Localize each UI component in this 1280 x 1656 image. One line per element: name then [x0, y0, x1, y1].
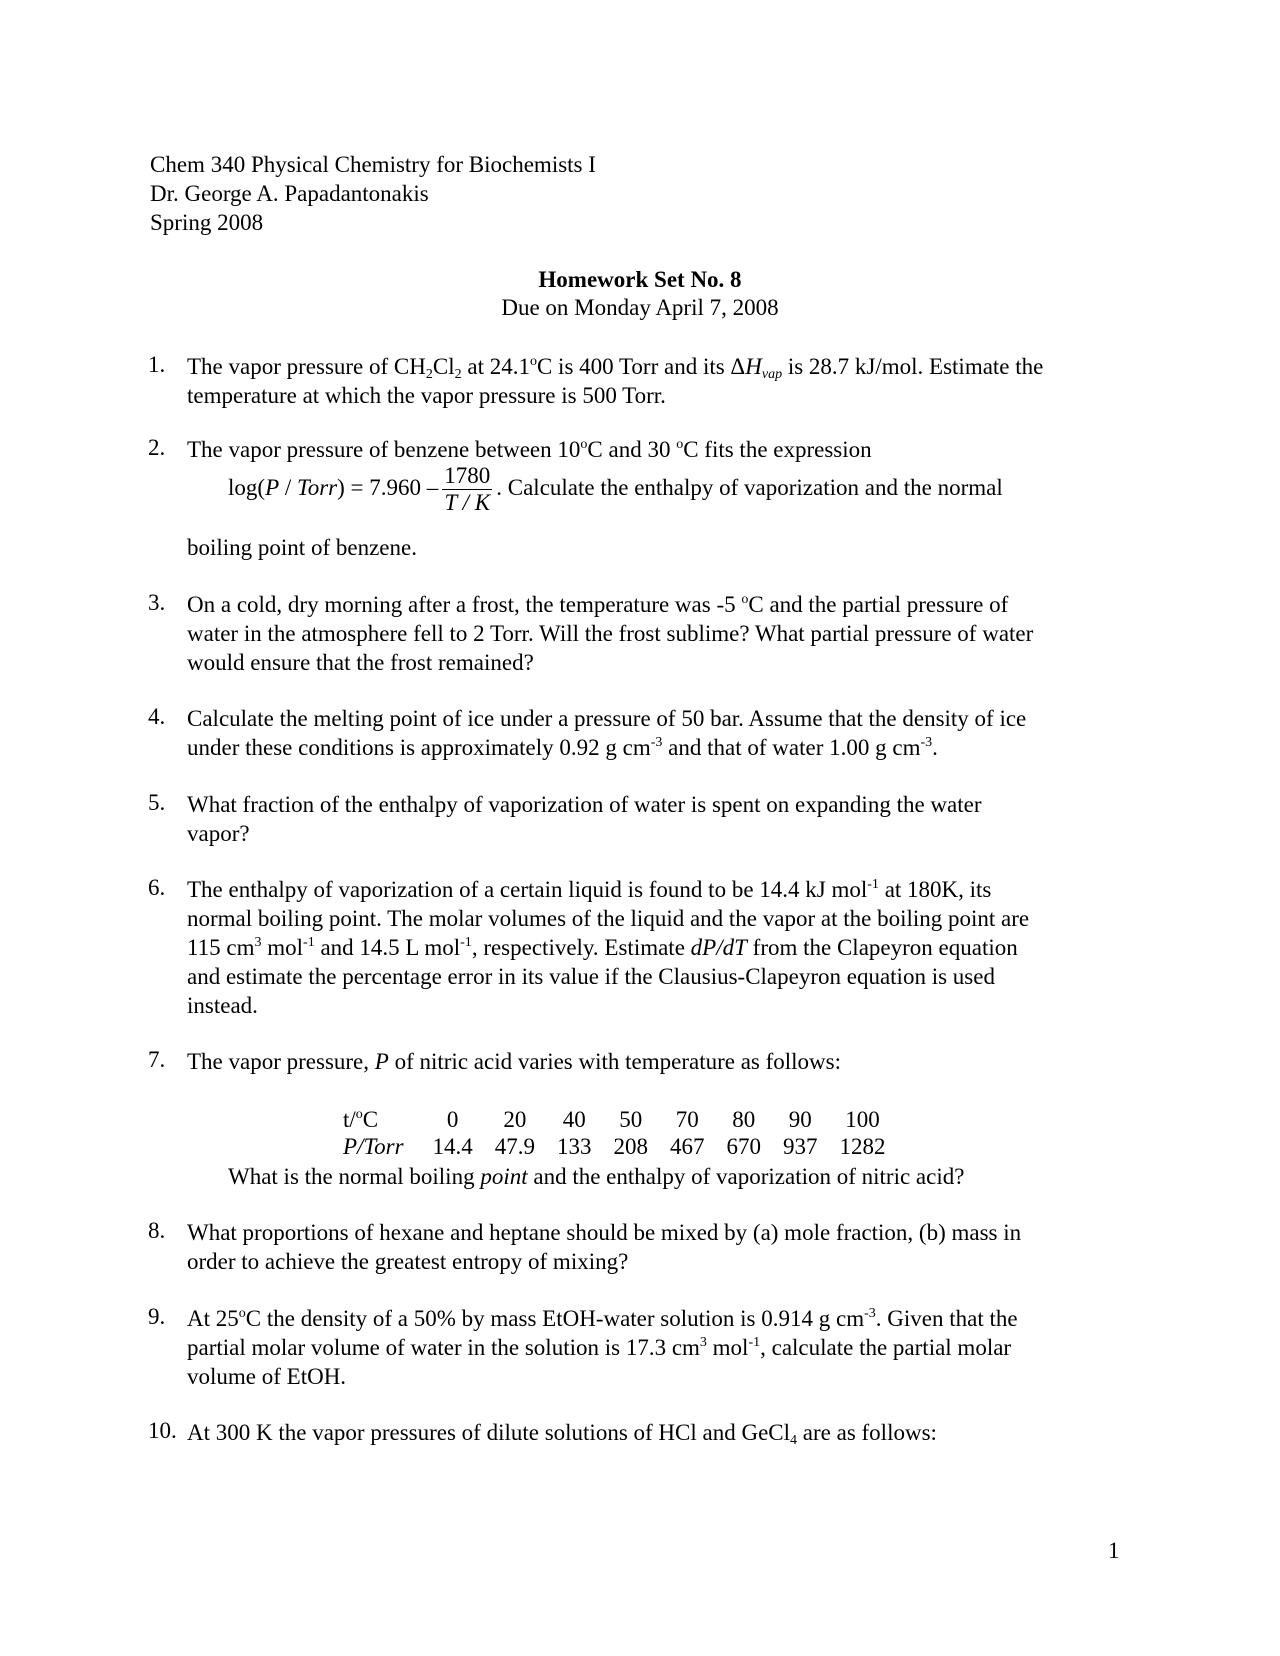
table-cell: 208 [613, 1134, 649, 1159]
problem-4: Calculate the melting point of ice under a pressure of 50 bar. Assume that the density of ice under these conditions is approximately 0.92 g $cm^{-3}$ and that of water 1.00 g $cm^{-3}$. [187, 706, 1027, 760]
term: Spring 2008 [150, 210, 264, 235]
problem-3: On a cold, dry morning after a frost, the temperature was -5 $^o$C and the partial pressure of water in the atmosphere fell to 2 Torr. Will the frost sublime? What partial pressure of water would ensure that the frost remained? [187, 592, 1034, 675]
problem-2-tail: boiling point of benzene. [187, 535, 417, 560]
table-cell: 70 [675, 1107, 699, 1132]
course-name: Chem 340 Physical Chemistry for Biochemists I [150, 152, 596, 177]
nitric-acid-table [343, 1106, 897, 1160]
problem-6-number: 6. [148, 875, 166, 900]
due-date: Due on Monday April 7, 2008 [501, 295, 779, 320]
table-cell: 1282 [839, 1134, 886, 1159]
problem-9-number: 9. [148, 1304, 166, 1329]
table-cell: 80 [732, 1107, 756, 1132]
pressure-row: P/Torr 14.4 47.9 133 208 467 670 937 1282 [343, 1133, 897, 1160]
fraction: $\frac{1780}{T / K}$ [444, 463, 491, 515]
problem-4-number: 4. [148, 704, 166, 729]
problem-5: What fraction of the enthalpy of vaporization of water is spent on expanding the water vapor? [187, 792, 982, 846]
temperature-row: t/$^o$C 0 20 40 50 70 80 90 100 [343, 1106, 897, 1133]
problem-2: The vapor pressure of benzene between 10$^o$C and 30 $^o$C fits the expression [187, 437, 872, 462]
problem-1-number: 1. [148, 352, 166, 377]
page-number: 1 [1108, 1538, 1120, 1563]
instructor-name: Dr. George A. Papadantonakis [150, 181, 429, 206]
table-cell: 133 [557, 1134, 592, 1159]
problem-1: The vapor pressure of $CH_2Cl_2$ at 24.1$^o$C is 400 Torr and its $\Delta H_{vap}$ is 28.7 kJ/mol. Estimate the temperature at which the vapor pressure is 500 Torr. [187, 354, 1044, 408]
problem-7-question: What is the normal boiling point and the enthalpy of vaporization of nitric acid? [228, 1164, 965, 1189]
problem-7-number: 7. [148, 1047, 166, 1072]
problem-3-number: 3. [148, 590, 166, 615]
problem-7: The vapor pressure, P of nitric acid varies with temperature as follows: [187, 1049, 842, 1074]
problem-5-number: 5. [148, 790, 166, 815]
table-cell: 20 [503, 1107, 527, 1132]
table-cell: 0 [446, 1107, 459, 1132]
problem-8: What proportions of hexane and heptane should be mixed by (a) mole fraction, (b) mass in order to achieve the greatest entropy of mixing? [187, 1220, 1022, 1274]
problem-8-number: 8. [148, 1218, 166, 1243]
table-cell: 47.9 [494, 1134, 536, 1159]
problem-2-number: 2. [148, 435, 166, 460]
problem-10: At 300 K the vapor pressures of dilute solutions of HCl and GeCl$_4$ are as follows: [187, 1420, 937, 1448]
table-cell: 14.4 [432, 1134, 473, 1159]
table-cell: 937 [783, 1134, 818, 1159]
problem-6: The enthalpy of vaporization of a certain liquid is found to be 14.4 kJ mol$^{-1}$ at 180K, its normal boiling point. The molar volumes of the liquid and the vapor at the boiling point are 115 $cm^3$ mol$^{-1}$ and 14.5 L mol$^{-1}$, respectively. Estimate dP/dT from the Clapeyron equation and estimate the percentage error in its value if the Clausius-Clapeyron equation is used instead. [187, 877, 1030, 1018]
table-cell: 40 [562, 1107, 586, 1132]
homework-title: Homework Set No. 8 [538, 267, 742, 292]
table-cell: 670 [726, 1134, 762, 1159]
table-cell: 90 [788, 1107, 812, 1132]
table-cell: 467 [670, 1134, 705, 1159]
problem-9: At 25$^o$C the density of a 50% by mass EtOH-water solution is 0.914 g $cm^{-3}$. Given that the partial molar volume of water in the solution is 17.3 $cm^3$ mol$^{-1}$, calculate the partial molar volume of EtOH. [187, 1306, 1018, 1389]
table-cell: 50 [619, 1107, 643, 1132]
problem-2-equation: log(P / Torr) = 7.960 – $\frac{1780}{T / K}$ . Calculate the enthalpy of vaporization and the normal [228, 463, 1003, 515]
course-header [150, 150, 596, 237]
problem-10-number: 10. [148, 1418, 177, 1443]
table-cell: 100 [845, 1107, 880, 1132]
